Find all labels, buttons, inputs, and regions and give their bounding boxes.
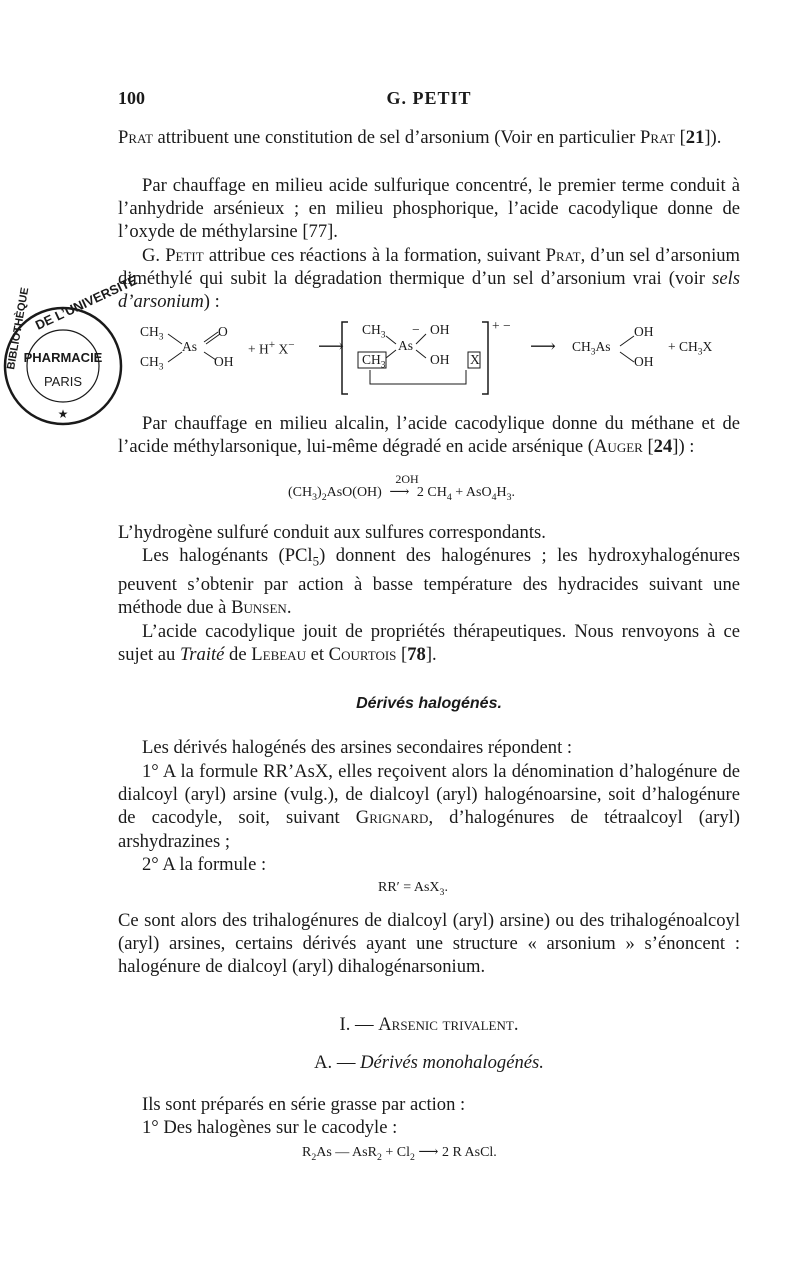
paragraph-10: 2° A la formule : <box>142 854 267 875</box>
paragraph-1: Prat attribuent une constitution de sel d’arsonium (Voir en particulier Prat [21]). <box>118 127 722 148</box>
reactant-oh: OH <box>214 354 234 369</box>
paragraph-4: Par chauffage en milieu alcalin, l’acide cacodylique donne du méthane et de l’acide méthylarsonique, lui-même dégradé en acide arsénique (Auger [24]) : <box>118 413 740 458</box>
paragraph-12: Ils sont préparés en série grasse par action : <box>142 1094 466 1115</box>
running-header <box>118 88 740 112</box>
reactant-as: As <box>182 339 198 354</box>
product-ch3x: + $CH_3X$ <box>668 339 713 358</box>
paragraph-11: Ce sont alors des trihalogénures de dialcoyl (aryl) arsine) ou des trihalogénoalcoyl (aryl) arsines, certains dérivés ayant une structure « arsonium » s’énoncent : halogénure de dialcoyl (aryl) dihalogénarsonium. <box>118 910 740 978</box>
bracket-x: X <box>470 352 480 367</box>
running-title: G. PETIT <box>386 88 472 108</box>
paragraph-5: L’hydrogène sulfuré conduit aux sulfures correspondants. <box>118 522 546 543</box>
reactant-bonds <box>168 330 228 374</box>
stamp-top-text: DE L’UNIVERSITÉ <box>32 272 140 333</box>
product-oh-top: OH <box>634 324 654 339</box>
equation-1-arrow: 2OH ⟶ <box>389 472 419 500</box>
paragraph-8: Les dérivés halogénés des arsines secondaires répondent : <box>142 737 573 758</box>
paragraph-2: Par chauffage en milieu acide sulfurique concentré, le premier terme conduit à l’anhydride arsénieux ; en milieu phosphorique, l’acide cacodylique donne de l’oxyde de méthylarsine [77]. <box>118 175 740 243</box>
paragraph-6: Les halogénants (PCl$_5$) donnent des halogénures ; les hydroxyhalogénures peuvent s’obtenir par action à basse température des hydracides suivant une méthode due à Bunsen. <box>118 545 740 619</box>
reactant-ch3-bottom: $CH_3$ <box>140 354 164 373</box>
reaction-scheme <box>140 318 740 398</box>
arrow-2: ⟶ <box>530 336 556 356</box>
stamp-ring-text: BIBLIOTHÈQUE <box>5 286 32 371</box>
equation-3: $R_2As$ — $AsR_2 + Cl_2$ ⟶ 2 R AsCl. <box>302 1145 497 1163</box>
paragraph-3: G. Petit attribue ces réactions à la formation, suivant Prat, d’un sel d’arsonium diméthylé qui subit la dégradation thermique d’un sel d’arsonium vrai (voir sels d’arsonium) : <box>118 245 740 313</box>
bracket-ch3-top: $CH_3$ <box>362 322 386 341</box>
page-number: 100 <box>118 88 145 108</box>
paragraph-9: 1° A la formule RR’AsX, elles reçoivent alors la dénomination d’halogénure de dialcoyl (aryl) arsine (vulg.), de dialcoyl (aryl) halogénoarsine, soit d’halogénure de cacodyle, soit, suivant Grignard, d’halogénures de tétraalcoyl (aryl) arshydrazines ; <box>118 761 740 852</box>
equation-2: RR′ = AsX$_3$. <box>378 880 448 898</box>
bracket-charges: + − <box>492 318 511 333</box>
section-heading-halogenes: Dérivés halogénés. <box>356 695 502 712</box>
paragraph-13: 1° Des halogènes sur le cacodyle : <box>142 1117 398 1138</box>
equation-1: $(CH_3)_2AsO(OH)$ 2OH ⟶ 2 $CH_4 + AsO_4H_3$. <box>288 472 515 503</box>
reactant-ch3-top: $CH_3$ <box>140 324 164 343</box>
bracket-oh-top: OH <box>430 322 450 337</box>
library-stamp <box>0 272 140 436</box>
paragraph-7: L’acide cacodylique jouit de propriétés thérapeutiques. Nous renvoyons à ce sujet au Traité de Lebeau et Courtois [78]. <box>118 621 740 666</box>
product-ch3as: $CH_3As$ <box>572 339 611 358</box>
stamp-bottom-text: PARIS <box>43 374 83 389</box>
bracket-oh-bottom: OH <box>430 352 450 367</box>
section-heading-arsenic-trivalent: I. — Arsenic trivalent. <box>339 1014 519 1035</box>
product-oh-bottom: OH <box>634 354 654 369</box>
stamp-star-icon: ★ <box>57 407 69 421</box>
bracket-as: As <box>398 338 414 353</box>
bracket-minus: − <box>412 322 420 337</box>
reactant-o: O <box>218 324 228 339</box>
product-bonds <box>618 332 638 368</box>
arrow-1: ⟶ <box>318 336 344 356</box>
subsection-heading-monohalogenes: A. — Dérivés monohalogénés. <box>314 1052 544 1073</box>
plus-hx: + H+ X− <box>248 339 295 357</box>
stamp-middle-text: PHARMACIE <box>23 350 103 365</box>
bracket-ch3-boxed: $CH_3$ <box>362 352 386 371</box>
